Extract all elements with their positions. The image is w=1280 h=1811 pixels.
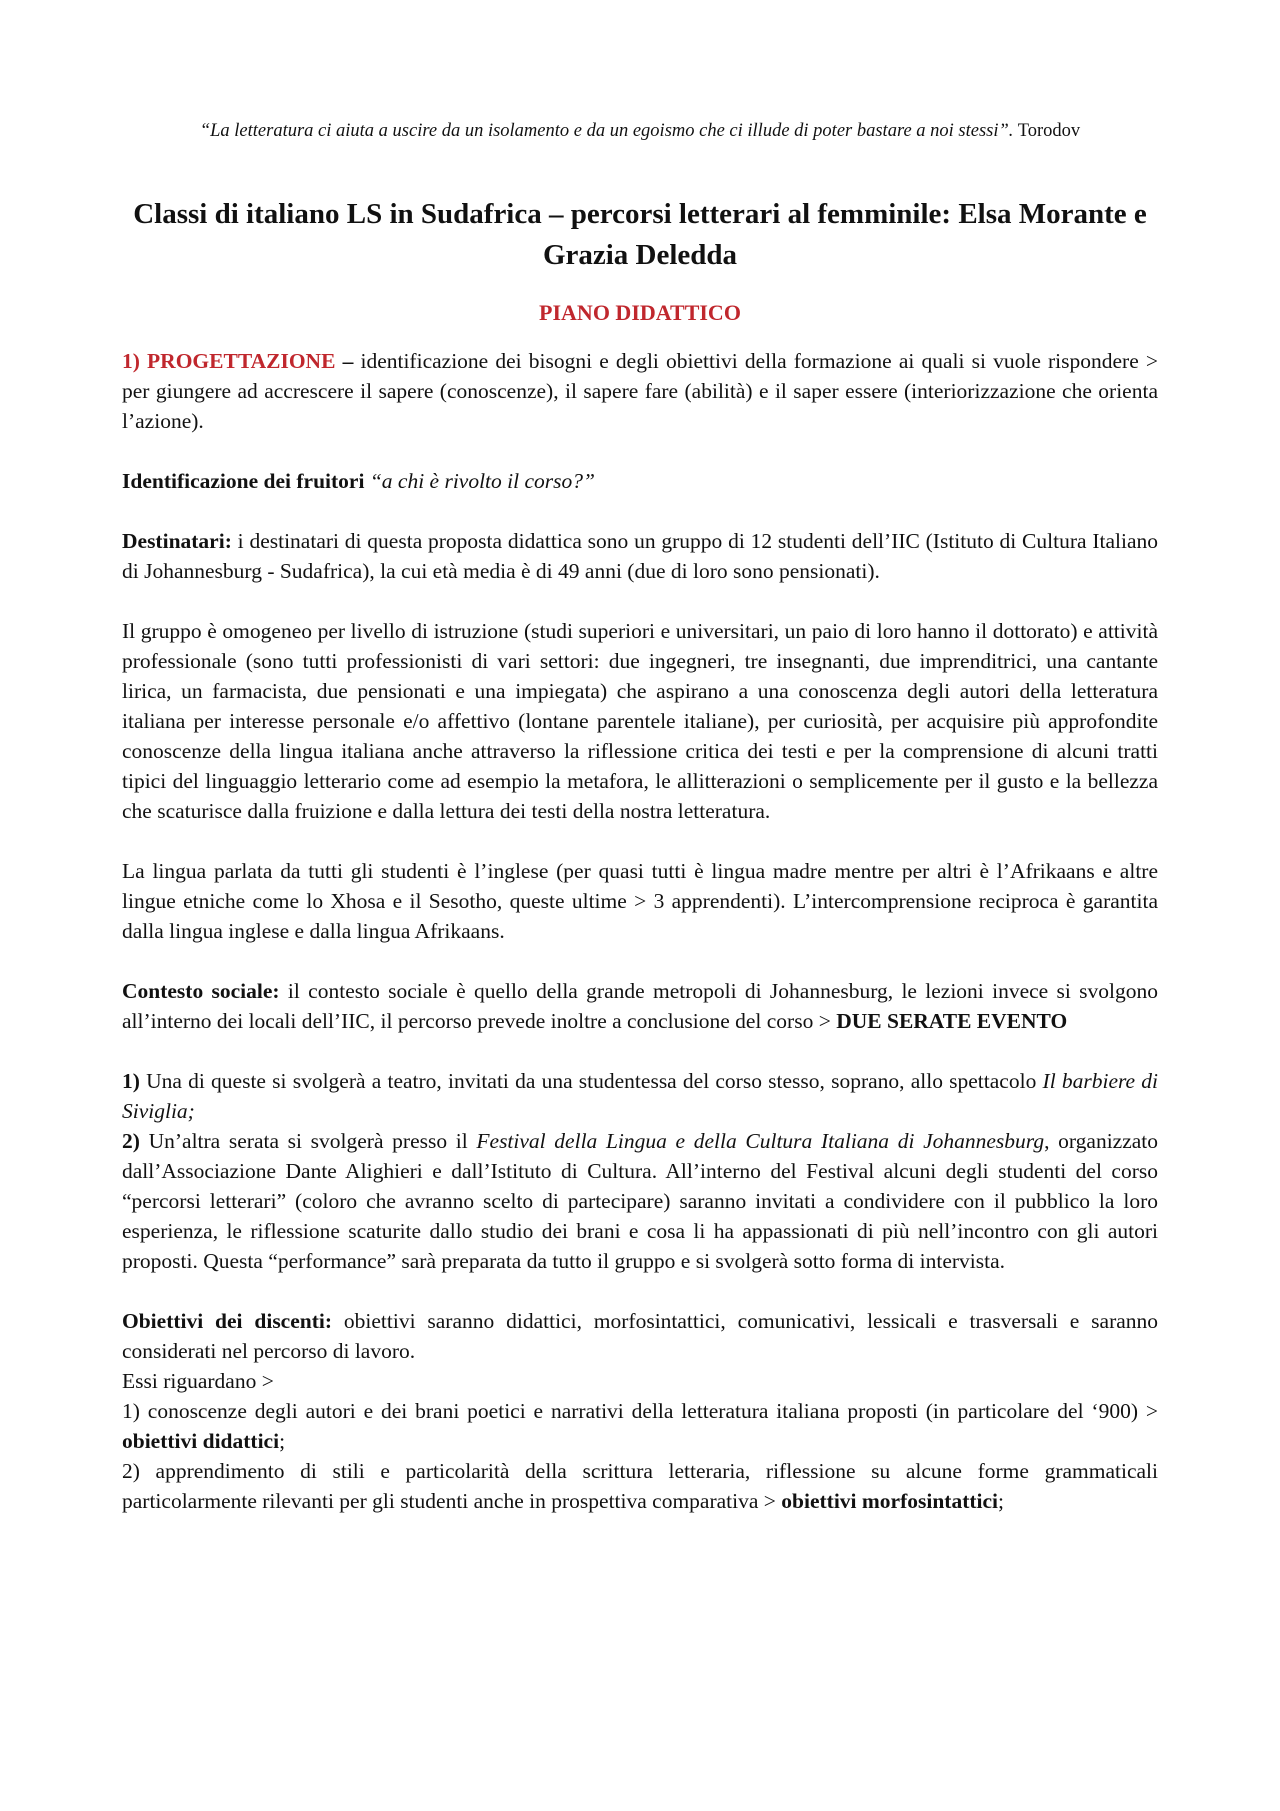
serata-two-text-b: , organizzato dall’Associazione Dante Alighieri e dall’Istituto di Cultura. All’interno del Festival alcuni degli studenti del corso “percorsi letterari” (coloro che avranno scelto di partecipare) saranno invitati a condividere con il pubblico la loro esperienza, le riflessione scaturite dallo studio dei brani e cosa li ha appassionati di più nell’incontro con gli autori proposti. Questa “performance” sarà preparata da tutto il gruppo e si svolgerà sotto forma di intervista. bbox=[122, 1129, 1159, 1273]
progettazione-paragraph bbox=[122, 346, 1158, 436]
lingua-paragraph: La lingua parlata da tutti gli studenti è l’inglese (per quasi tutti è lingua madre mentre per altri è l’Afrikaans e altre lingue etniche come lo Xhosa e il Sesotho, queste ultime > 3 apprendenti). L’intercomprensione reciproca è garantita dalla lingua inglese e dalla lingua Afrikaans. bbox=[122, 859, 1158, 943]
serata-two-festival: Festival della Lingua e della Cultura Italiana di Johannesburg bbox=[476, 1129, 1045, 1153]
contesto-text: il contesto sociale è quello della grande metropoli di Johannesburg, le lezioni invece si svolgono all’interno dei locali dell’IIC, il percorso prevede inoltre a conclusione del corso bbox=[122, 979, 1159, 1033]
obiettivi-label: Obiettivi dei discenti: bbox=[122, 1309, 333, 1333]
section-subtitle: PIANO DIDATTICO bbox=[539, 300, 741, 325]
obiettivi-item-1-text: 1) conoscenze degli autori e dei brani poetici e narrativi della letteratura italiana proposti (in particolare del ‘900) > bbox=[122, 1399, 1158, 1423]
document-title: Classi di italiano LS in Sudafrica – percorsi letterari al femminile: Elsa Morante e Grazia Deledda bbox=[133, 198, 1147, 271]
contesto-arrow: > bbox=[818, 1009, 831, 1033]
progettazione-label: 1) PROGETTAZIONE bbox=[122, 349, 336, 373]
contesto-paragraph bbox=[122, 976, 1158, 1036]
serata-one-text: Una di queste si svolgerà a teatro, invitati da una studentessa del corso stesso, soprano, allo spettacolo bbox=[146, 1069, 1037, 1093]
destinatari-paragraph bbox=[122, 526, 1158, 586]
epigraph bbox=[122, 118, 1158, 144]
serata-two-number: 2) bbox=[122, 1129, 140, 1153]
serata-one-title: Il barbiere di Siviglia; bbox=[122, 1069, 1159, 1123]
obiettivi-item-1-end: ; bbox=[279, 1429, 286, 1453]
serata-two-text-a: Un’altra serata si svolgerà presso il bbox=[148, 1129, 468, 1153]
serata-two bbox=[122, 1126, 1158, 1276]
obiettivi-item-2-text: 2) apprendimento di stili e particolarità della scrittura letteraria, riflessione su alcune forme grammaticali particolarmente rilevanti per gli studenti anche in prospettiva comparativa > bbox=[122, 1459, 1158, 1513]
serata-one bbox=[122, 1066, 1158, 1126]
epigraph-quote: “La letteratura ci aiuta a uscire da un isolamento e da un egoismo che ci illude di poter bastare a noi stessi”. bbox=[199, 121, 1014, 141]
progettazione-text: identificazione dei bisogni e degli obiettivi della formazione ai quali si vuole rispondere > per giungere ad accrescere il sapere (conoscenze), il sapere fare (abilità) e il saper essere (interiorizzazione che orienta l’azione). bbox=[122, 349, 1159, 433]
contesto-event: DUE SERATE EVENTO bbox=[836, 1009, 1068, 1033]
epigraph-author: Torodov bbox=[1017, 121, 1081, 141]
obiettivi-item-1 bbox=[122, 1396, 1158, 1456]
obiettivi-intro: Essi riguardano > bbox=[122, 1369, 274, 1393]
destinatari-label: Destinatari: bbox=[122, 529, 232, 553]
fruitori-question: “a chi è rivolto il corso?” bbox=[369, 469, 595, 493]
progettazione-dash: – bbox=[335, 349, 361, 373]
contesto-label: Contesto sociale: bbox=[122, 979, 280, 1003]
obiettivi-paragraph bbox=[122, 1306, 1158, 1366]
obiettivi-item-2-end: ; bbox=[998, 1489, 1005, 1513]
obiettivi-item-1-bold: obiettivi didattici bbox=[122, 1429, 280, 1453]
fruitori-heading bbox=[122, 466, 1158, 496]
gruppo-paragraph: Il gruppo è omogeneo per livello di istruzione (studi superiori e universitari, un paio di loro hanno il dottorato) e attività professionale (sono tutti professionisti di vari settori: due ingegneri, tre insegnanti, due imprenditrici, una cantante lirica, un farmacista, due pensionati e una impiegata) che aspirano a una conoscenza degli autori della letteratura italiana per interesse personale e/o affettivo (lontane parentele italiane), per curiosità, per acquisire più approfondite conoscenze della lingua italiana anche attraverso la riflessione critica dei testi e per la comprensione di alcuni tratti tipici del linguaggio letterario come ad esempio la metafora, le allitterazioni o semplicemente per il gusto e la bellezza che scaturisce dalla fruizione e dalla lettura dei testi della nostra letteratura. bbox=[122, 619, 1158, 823]
obiettivi-item-2-bold: obiettivi morfosintattici bbox=[781, 1489, 999, 1513]
serata-one-number: 1) bbox=[122, 1069, 140, 1093]
obiettivi-text: obiettivi saranno didattici, morfosintattici, comunicativi, lessicali e trasversali e saranno considerati nel percorso di lavoro. bbox=[122, 1309, 1159, 1363]
fruitori-label: Identificazione dei fruitori bbox=[122, 469, 365, 493]
obiettivi-item-2 bbox=[122, 1456, 1158, 1516]
destinatari-text: i destinatari di questa proposta didattica sono un gruppo di 12 studenti dell’IIC (Istituto di Cultura Italiano di Johannesburg - Sudafrica), la cui età media è di 49 anni (due di loro sono pensionati). bbox=[122, 529, 1158, 583]
